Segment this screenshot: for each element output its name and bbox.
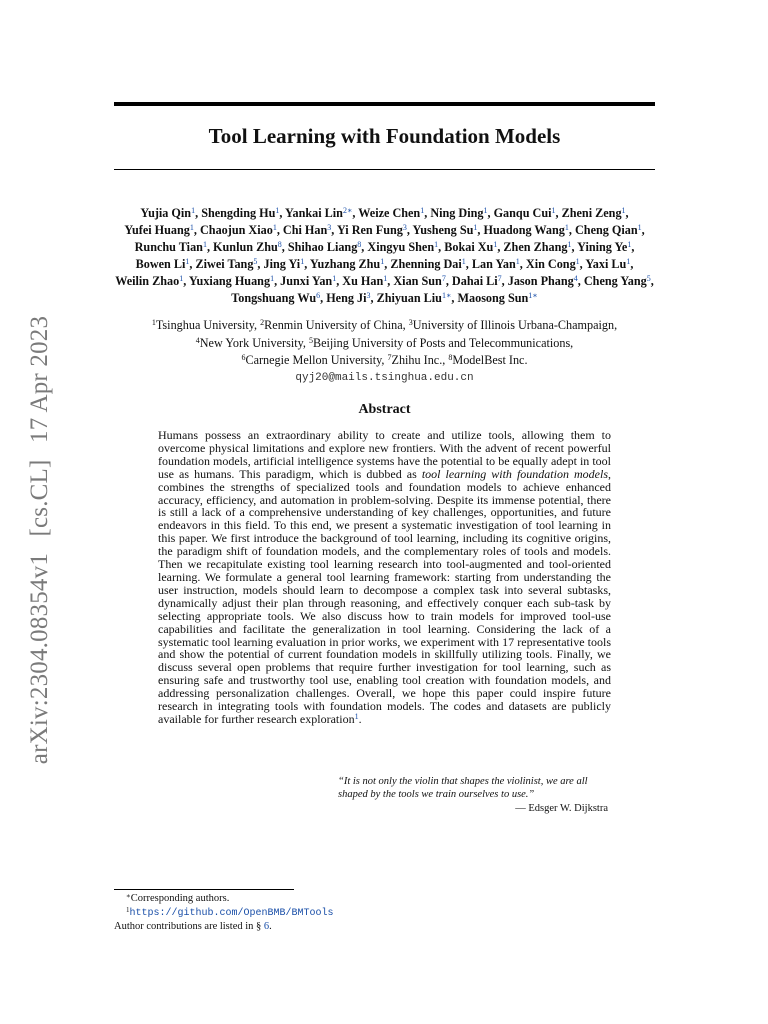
code-link[interactable]: https://github.com/OpenBMB/BMTools xyxy=(129,907,334,919)
affiliations xyxy=(114,317,655,370)
footnote-ref[interactable]: 1 xyxy=(354,711,359,721)
contact-email[interactable]: qyj20@mails.tsinghua.edu.cn xyxy=(295,372,474,384)
author-name: Zheni Zeng$^1$ xyxy=(561,206,626,220)
author-name: Huadong Wang$^1$ xyxy=(483,223,569,237)
author-name: Yi Ren Fung$^3$ xyxy=(336,223,407,237)
affiliation-line-2 xyxy=(114,335,655,353)
arxiv-id: arXiv:2304.08354v1 xyxy=(26,552,53,765)
author-name: Lan Yan$^1$ xyxy=(471,257,520,271)
author-name: Zhen Zhang$^1$ xyxy=(503,240,572,254)
affiliation: $^4$New York University, xyxy=(195,335,309,350)
author-name: Shihao Liang$^8$ xyxy=(287,240,362,254)
author-name: Yujia Qin$^1$ xyxy=(140,206,196,220)
author-name: Tongshuang Wu$^6$ xyxy=(231,291,321,305)
author-name: Xin Cong$^1$ xyxy=(525,257,580,271)
author-name: Xian Sun$^7$ xyxy=(393,274,446,288)
affiliation-line-3 xyxy=(114,352,655,370)
epigraph-quote: “It is not only the violin that shapes the violinist, we are all shaped by the tools we train ourselves to use.” xyxy=(338,776,588,800)
author-name: Ganqu Cui$^1$ xyxy=(493,206,556,220)
author-name: Yusheng Su$^1$ xyxy=(412,223,478,237)
author-name: Dahai Li$^7$ xyxy=(451,274,502,288)
author-name: Shengding Hu$^1$ xyxy=(201,206,280,220)
abstract-heading: Abstract xyxy=(358,402,411,417)
author-list: Yujia Qin$^1$, Shengding Hu$^1$, Yankai Lin$^{2∗}$, Weize Chen$^1$, Ning Ding$^1$, Ganqu Cui$^1$, Zheni Zeng$^1$, Yufei Huang$^1$, Chaojun Xiao$^1$, Chi Han$^3$, Yi Ren Fung$^3$, Yusheng Su$^1$, Huadong Wang$^1$, Cheng Qian$^1$, Runchu Tian$^1$, Kunlun Zhu$^8$, Shihao Liang$^8$, Xingyu Shen$^1$, Bokai Xu$^1$, Zhen Zhang$^1$, Yining Ye$^1$, Bowen Li$^1$, Ziwei Tang$^5$, Jing Yi$^1$, Yuzhang Zhu$^1$, Zhenning Dai$^1$, Lan Yan$^1$, Xin Cong$^1$, Yaxi Lu$^1$, Weilin Zhao$^1$, Yuxiang Huang$^1$, Junxi Yan$^1$, Xu Han$^1$, Xian Sun$^7$, Dahai Li$^7$, Jason Phang$^4$, Cheng Yang$^5$, Tongshuang Wu$^6$, Heng Ji$^3$, Zhiyuan Liu$^{1∗}$, Maosong Sun$^{1∗}$ xyxy=(115,206,654,305)
author-name: Ning Ding$^1$ xyxy=(430,206,488,220)
affiliation: $^1$Tsinghua University, xyxy=(151,318,261,332)
author-name: Yufei Huang$^1$ xyxy=(124,223,194,237)
affiliation: $^5$Beijing University of Posts and Telecommunications, xyxy=(308,335,574,350)
author-name: Yuzhang Zhu$^1$ xyxy=(309,257,385,271)
author-name: Heng Ji$^3$ xyxy=(326,291,371,305)
epigraph-attribution: — Edsger W. Dijkstra xyxy=(515,803,608,814)
author-name: Xingyu Shen$^1$ xyxy=(367,240,439,254)
affiliation: $^6$Carnegie Mellon University, xyxy=(241,353,388,367)
footnote-corresponding: ∗Corresponding authors. xyxy=(126,892,230,904)
author-name: Maosong Sun$^{1∗}$ xyxy=(457,291,538,305)
author-name: Bokai Xu$^1$ xyxy=(444,240,498,254)
author-name: Cheng Yang$^5$ xyxy=(583,274,651,288)
abstract-emphasis: tool learning with foundation models xyxy=(421,466,608,481)
author-name: Jason Phang$^4$ xyxy=(507,274,578,288)
affiliation: $^2$Renmin University of China, xyxy=(260,318,409,332)
arxiv-category: [cs.CL] xyxy=(26,459,53,537)
author-name: Yining Ye$^1$ xyxy=(577,240,632,254)
author-name: Bowen Li$^1$ xyxy=(135,257,190,271)
affiliation: $^7$Zhihu Inc., xyxy=(387,353,449,367)
arxiv-identifier xyxy=(26,311,54,769)
paper-title: Tool Learning with Foundation Models xyxy=(208,124,561,148)
affiliation: $^8$ModelBest Inc. xyxy=(448,353,528,367)
author-name: Zhenning Dai$^1$ xyxy=(390,257,466,271)
author-name: Yankai Lin$^{2∗}$ xyxy=(285,206,353,220)
author-name: Weilin Zhao$^1$ xyxy=(115,274,184,288)
author-name: Chaojun Xiao$^1$ xyxy=(200,223,277,237)
footnotes xyxy=(114,892,514,934)
author-name: Xu Han$^1$ xyxy=(342,274,388,288)
author-name: Cheng Qian$^1$ xyxy=(574,223,642,237)
author-name: Zhiyuan Liu$^{1∗}$ xyxy=(376,291,452,305)
author-name: Chi Han$^3$ xyxy=(282,223,332,237)
affiliation-line-1 xyxy=(114,317,655,335)
title-bottom-rule xyxy=(114,169,655,170)
author-name: Jing Yi$^1$ xyxy=(263,257,305,271)
affiliation: $^3$University of Illinois Urbana-Champaign, xyxy=(408,318,618,332)
author-name: Runchu Tian$^1$ xyxy=(134,240,207,254)
title-top-rule xyxy=(114,102,655,106)
author-name: Yuxiang Huang$^1$ xyxy=(188,274,275,288)
author-name: Ziwei Tang$^5$ xyxy=(195,257,258,271)
abstract-body: Humans possess an extraordinary ability to create and utilize tools, allowing them to overcome physical limitations and explore new frontiers. With the advent of recent powerful foundation models, artificial intelligence systems have the potential to be equally adept in tool use as humans. This paradigm, which is dubbed as tool learning with foundation models, combines the strengths of specialized tools and foundation models to achieve enhanced accuracy, efficiency, and automation in problem-solving. Despite its immense potential, there is still a lack of a comprehensive understanding of key challenges, opportunities, and future endeavors in this field. To this end, we present a systematic investigation of tool learning in this paper. We first introduce the background of tool learning, including its cognitive origins, the paradigm shift of foundation models, and the complementary roles of tools and models. Then we recapitulate existing tool learning research into tool-augmented and tool-oriented learning. We formulate a general tool learning framework: starting from understanding the user instruction, models should learn to decompose a complex task into several subtasks, dynamically adjust their plan through reasoning, and effectively conquer each sub-task by selecting appropriate tools. We also discuss how to train models for improved tool-use capabilities and facilitate the generalization in tool learning. Considering the lack of a systematic tool learning evaluation in prior works, we experiment with 17 representative tools and show the potential of current foundation models in skillfully utilizing tools. Finally, we discuss several open problems that require further investigation for tool learning, such as ensuring safe and trustworthy tool use, enabling tool creation with foundation models, and addressing personalization challenges. Overall, we hope this paper could inspire future research in integrating tools with foundation models. The codes and datasets are publicly available for further research exploration$^1$. xyxy=(158,428,611,726)
author-name: Kunlun Zhu$^8$ xyxy=(213,240,282,254)
author-name: Yaxi Lu$^1$ xyxy=(585,257,631,271)
section-ref[interactable]: 6 xyxy=(263,921,270,932)
footnote-link: $^1$https://github.com/OpenBMB/BMTools xyxy=(126,905,334,919)
arxiv-date: 17 Apr 2023 xyxy=(26,315,53,443)
author-name: Weize Chen$^1$ xyxy=(358,206,425,220)
footnote-contributions: Author contributions are listed in § 6. xyxy=(114,921,272,932)
footnote-rule xyxy=(114,889,294,890)
author-name: Junxi Yan$^1$ xyxy=(280,274,337,288)
